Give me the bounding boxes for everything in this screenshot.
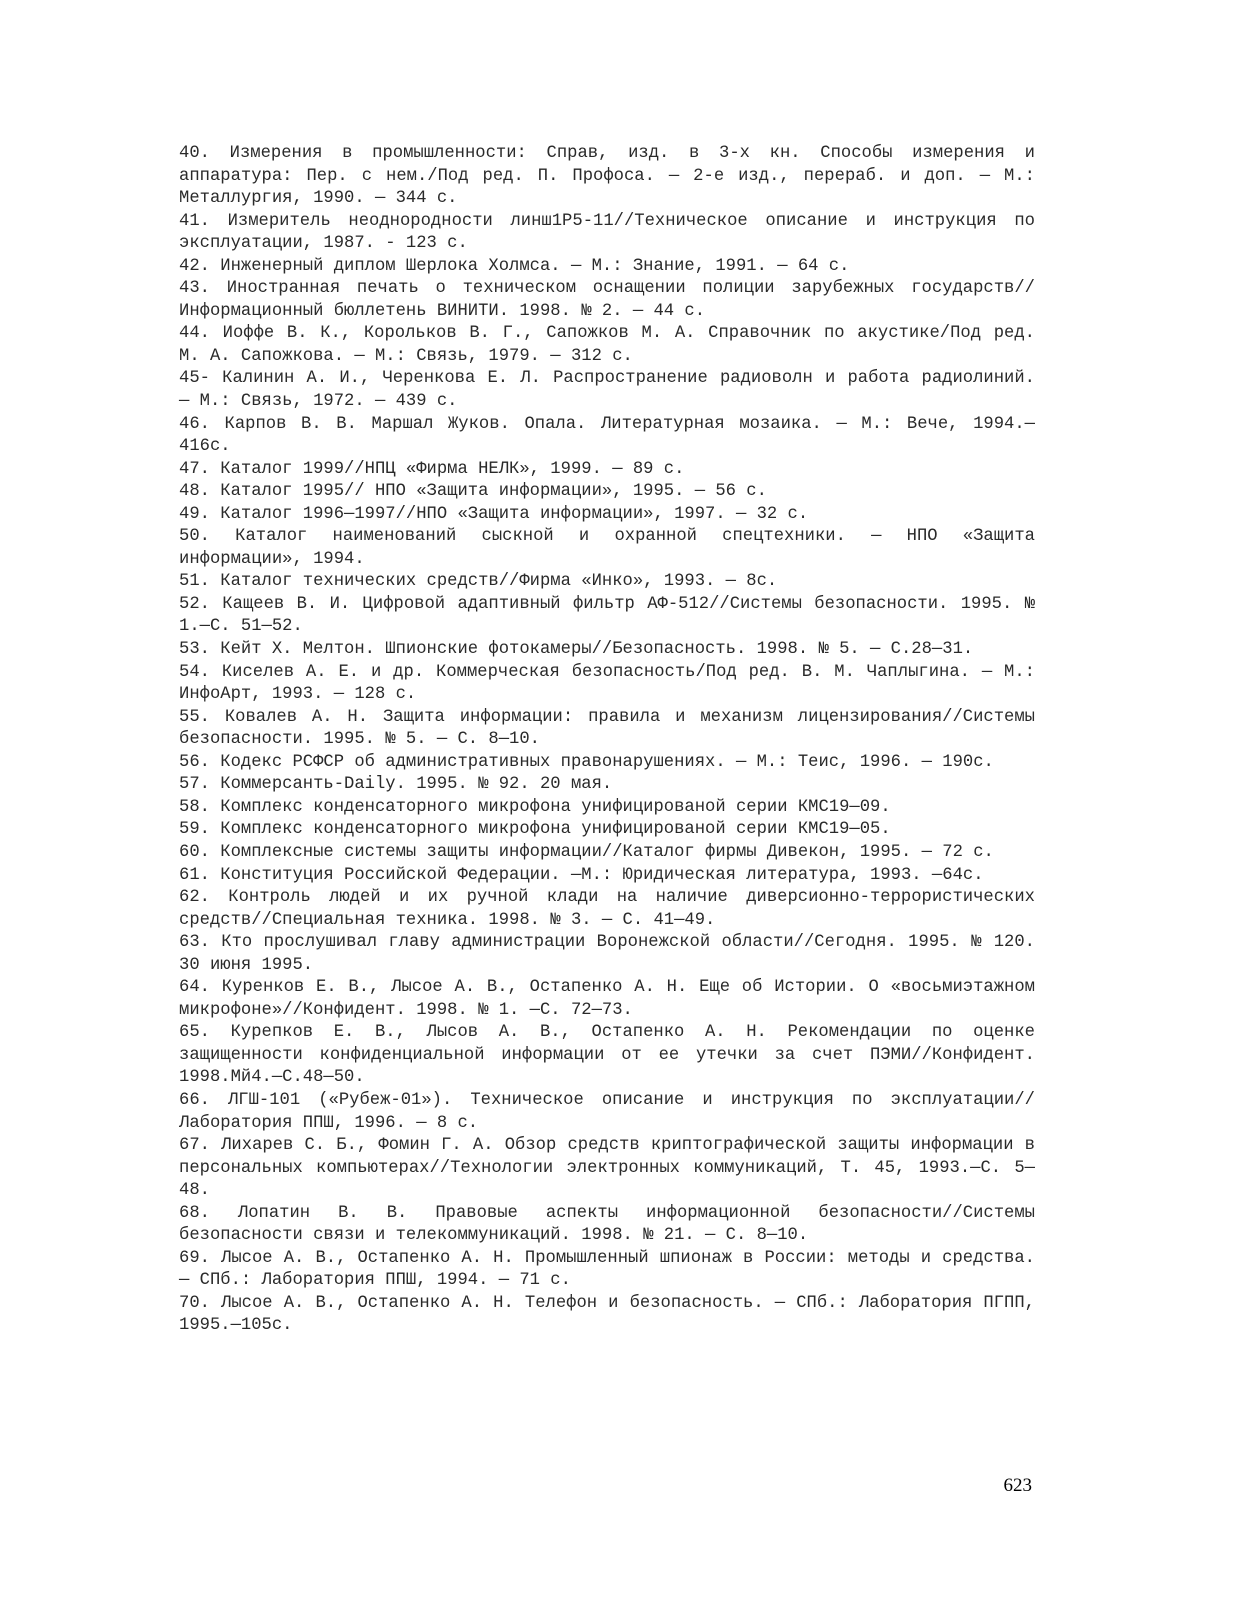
- bibliography-entry-67: 67. Лихарев С. Б., Фомин Г. А. Обзор средств криптографической защиты информации в персональных компьютерах//Технологии электронных коммуникаций, Т. 45, 1993.—С. 5—48.: [179, 1136, 1035, 1201]
- bibliography-entry-40: 40. Измерения в промышленности: Справ, изд. в 3-х кн. Способы измерения и аппаратура: Пер. с нем./Под ред. П. Профоса. — 2-е изд., перераб. и доп. — М.: Металлургия, 1990. — 344 с.: [179, 144, 1035, 209]
- bibliography-entry-50: 50. Каталог наименований сыскной и охранной спецтехники. — НПО «Защита информации», 1994.: [179, 527, 1035, 569]
- bibliography-entry-45: 45- Калинин А. И., Черенкова Е. Л. Распространение радиоволн и работа радиолиний. — М.: Связь, 1972. — 439 с.: [179, 369, 1035, 412]
- bibliography-entry-69: 69. Лысое А. В., Остапенко А. Н. Промышленный шпионаж в России: методы и средства. — СПб.: Лаборатория ППШ, 1994. — 71 с.: [179, 1248, 1035, 1291]
- bibliography-entry-68: 68. Лопатин В. В. Правовые аспекты информационной безопасности//Системы безопасности связи и телекоммуникаций. 1998. № 21. — С. 8—10.: [179, 1203, 1035, 1246]
- bibliography-entry-64: 64. Куренков Е. В., Лысое А. В., Остапенко А. Н. Еще об Истории. О «восьмиэтажном микрофоне»//Конфидент. 1998. № 1. —С. 72—73.: [179, 978, 1035, 1020]
- bibliography-entry-48: 48. Каталог 1995// НПО «Защита информации», 1995. — 56 с.: [179, 482, 767, 502]
- bibliography-entry-60: 60. Комплексные системы защиты информации//Каталог фирмы Дивекон, 1995. — 72 с.: [179, 842, 994, 862]
- bibliography-entry-63: 63. Кто прослушивал главу администрации Воронежской области//Сегодня. 1995. № 120. 30 июня 1995.: [179, 933, 1035, 975]
- bibliography-entry-51: 51. Каталог технических средств//Фирма «Инко», 1993. — 8с.: [179, 572, 778, 592]
- bibliography-entry-47: 47. Каталог 1999//НПЦ «Фирма НЕЛК», 1999. — 89 с.: [179, 459, 685, 479]
- bibliography-entry-49: 49. Каталог 1996—1997//НПО «Защита информации», 1997. — 32 с.: [179, 504, 809, 524]
- bibliography-list: [179, 143, 1035, 1338]
- bibliography-entry-62: 62. Контроль людей и их ручной клади на наличие диверсионно-террористических средств//Специальная техника. 1998. № 3. — С. 41—49.: [179, 888, 1035, 930]
- bibliography-entry-44: 44. Иоффе В. К., Корольков В. Г., Сапожков М. А. Справочник по акустике/Под ред. М. А. Сапожкова. — М.: Связь, 1979. — 312 с.: [179, 324, 1035, 366]
- bibliography-entry-66: 66. ЛГШ-101 («Рубеж-01»). Техническое описание и инструкция по эксплуатации// Лаборатория ППШ, 1996. — 8 с.: [179, 1090, 1035, 1133]
- bibliography-entry-52: 52. Кащеев В. И. Цифровой адаптивный фильтр АФ-512//Системы безопасности. 1995. № 1.—С. 51—52.: [179, 594, 1035, 637]
- bibliography-entry-55: 55. Ковалев А. Н. Защита информации: правила и механизм лицензирования//Системы безопасности. 1995. № 5. — С. 8—10.: [179, 707, 1035, 750]
- bibliography-entry-42: 42. Инженерный диплом Шерлока Холмса. — М.: Знание, 1991. — 64 с.: [179, 256, 850, 276]
- bibliography-entry-70: 70. Лысое А. В., Остапенко А. Н. Телефон и безопасность. — СПб.: Лаборатория ПГПП, 1995.—105с.: [179, 1293, 1035, 1336]
- page-number: 623: [1003, 1475, 1032, 1496]
- bibliography-entry-41: 41. Измеритель неоднородности линш1Р5-11//Техническое описание и инструкция по эксплуатации, 1987. - 123 с.: [179, 211, 1035, 254]
- bibliography-entry-53: 53. Кейт X. Мелтон. Шпионские фотокамеры//Безопасность. 1998. № 5. — С.28—31.: [179, 640, 974, 660]
- bibliography-entry-59: 59. Комплекс конденсаторного микрофона унифицированой серии КМС19—05.: [179, 820, 891, 840]
- bibliography-entry-57: 57. Коммерсанть-Daily. 1995. № 92. 20 мая.: [179, 775, 613, 795]
- bibliography-entry-46: 46. Карпов В. В. Маршал Жуков. Опала. Литературная мозаика. — М.: Вече, 1994.—416с.: [179, 414, 1035, 457]
- bibliography-entry-58: 58. Комплекс конденсаторного микрофона унифицированой серии КМС19—09.: [179, 797, 891, 817]
- bibliography-entry-54: 54. Киселев А. Е. и др. Коммерческая безопасность/Под ред. В. М. Чаплыгина. — М.: ИнфоАрт, 1993. — 128 с.: [179, 662, 1035, 705]
- bibliography-entry-65: 65. Курепков Е. В., Лысов А. В., Остапенко А. Н. Рекомендации по оценке защищенности конфиденциальной информации от ее утечки за счет ПЭМИ//Конфидент. 1998.Мй4.—С.48—50.: [179, 1023, 1035, 1088]
- bibliography-entry-56: 56. Кодекс РСФСР об административных правонарушениях. — М.: Теис, 1996. — 190с.: [179, 752, 994, 772]
- bibliography-entry-43: 43. Иностранная печать о техническом оснащении полиции зарубежных государств//Информационный бюллетень ВИНИТИ. 1998. № 2. — 44 с.: [179, 279, 1035, 321]
- bibliography-entry-61: 61. Конституция Российской Федерации. —М.: Юридическая литература, 1993. —64с.: [179, 865, 984, 885]
